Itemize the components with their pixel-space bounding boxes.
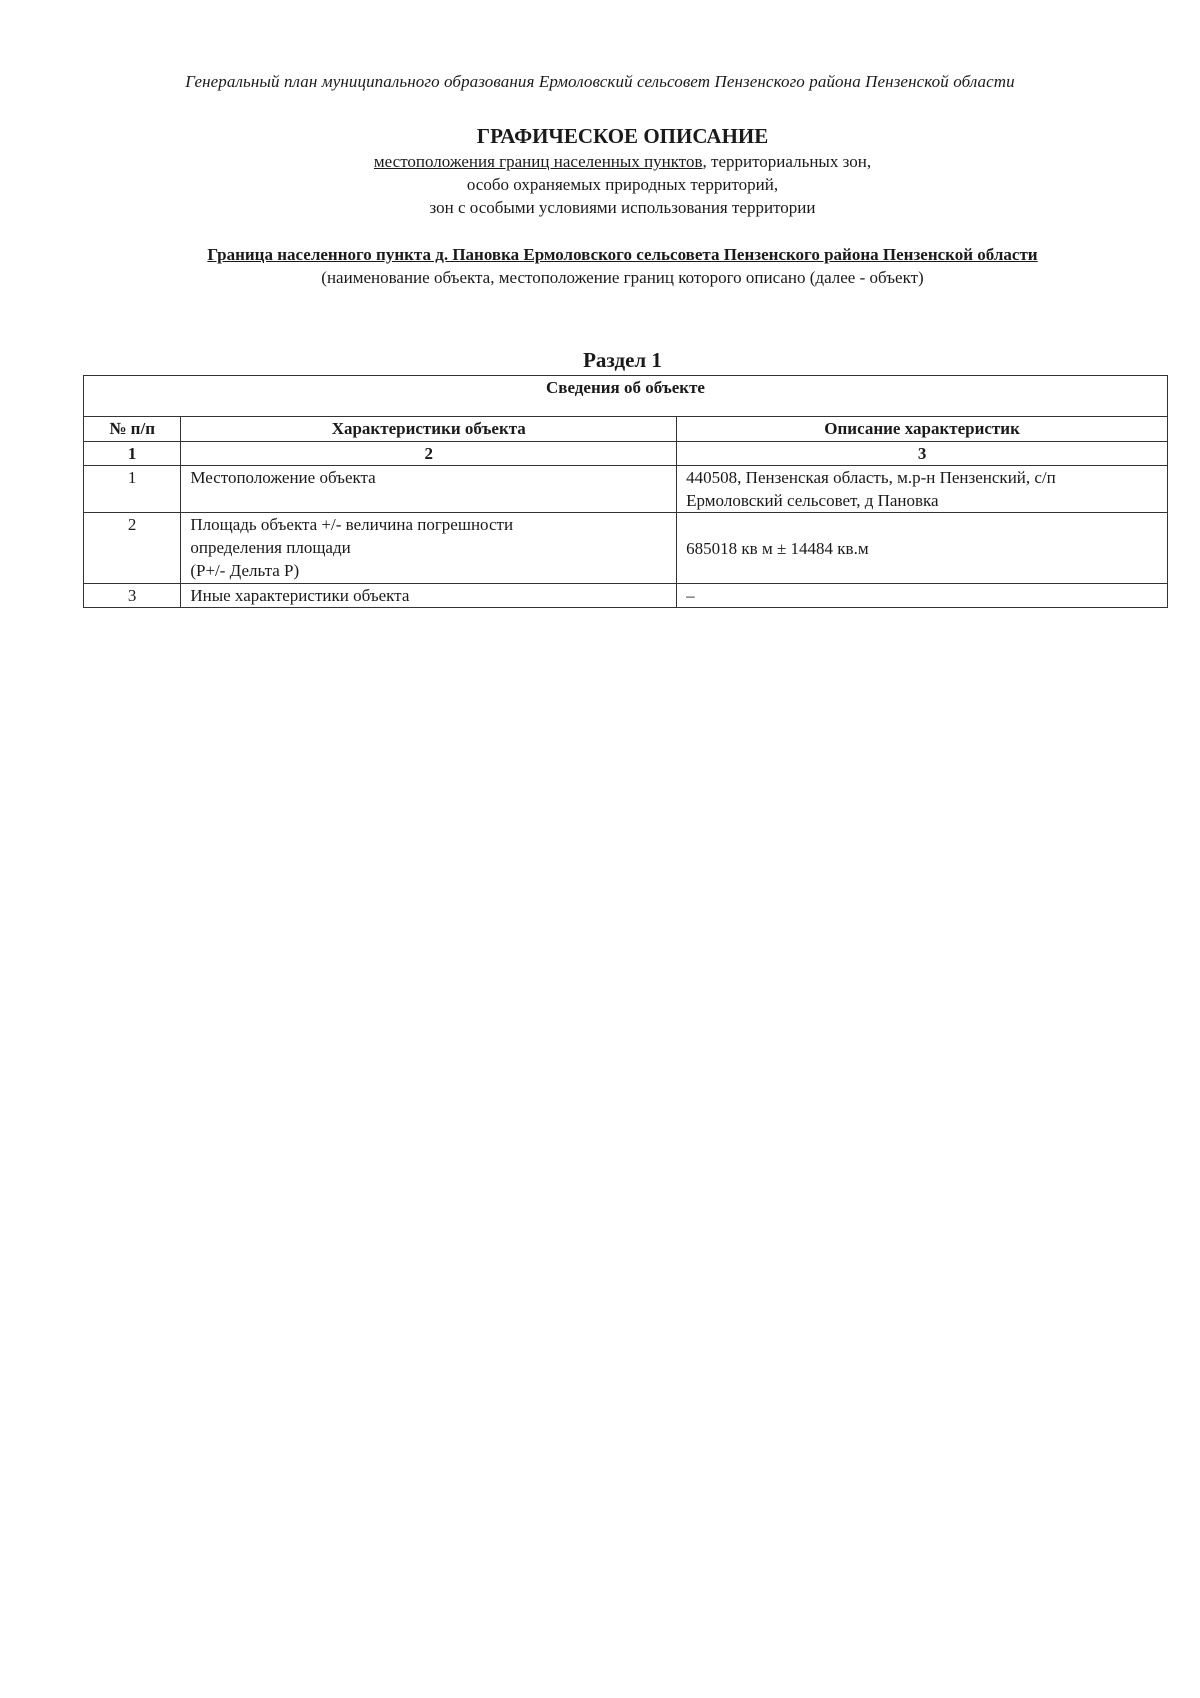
column-number-2: 2 xyxy=(181,442,677,466)
row-characteristic xyxy=(181,466,677,513)
header-cell-description: Описание характеристик xyxy=(677,417,1168,442)
row-number: 1 xyxy=(84,466,181,513)
subtitle-line-1 xyxy=(0,152,1200,172)
row-characteristic xyxy=(181,513,677,584)
characteristic-line: определения площади xyxy=(190,538,351,557)
subtitle-line-3: зон с особыми условиями использования территории xyxy=(429,198,816,217)
table-row xyxy=(84,513,1168,584)
table-caption: Сведения об объекте xyxy=(84,376,1168,417)
table-caption-row xyxy=(84,376,1168,417)
section-heading: Раздел 1 xyxy=(583,348,662,372)
characteristic-line: Площадь объекта +/- величина погрешности xyxy=(190,515,514,534)
document-title: ГРАФИЧЕСКОЕ ОПИСАНИЕ xyxy=(476,124,769,148)
row-characteristic xyxy=(181,584,677,608)
column-number-1: 1 xyxy=(84,442,181,466)
subtitle-underlined-part: местоположения границ населенных пунктов xyxy=(373,152,703,171)
header-cell-number: № п/п xyxy=(84,417,181,442)
column-number-row xyxy=(84,442,1168,466)
characteristic-line: Иные характеристики объекта xyxy=(190,586,410,605)
header-cell-characteristics: Характеристики объекта xyxy=(181,417,677,442)
table-row xyxy=(84,584,1168,608)
subtitle-line-2: особо охраняемых природных территорий, xyxy=(466,175,779,194)
row-description xyxy=(677,513,1168,584)
description-line: 685018 кв м ± 14484 кв.м xyxy=(686,538,869,558)
row-number: 2 xyxy=(84,513,181,584)
description-line: – xyxy=(686,586,695,605)
object-info-table xyxy=(83,375,1168,608)
table-row xyxy=(84,466,1168,513)
object-name: Граница населенного пункта д. Пановка Ермоловского сельсовета Пензенского района Пензенской области xyxy=(207,245,1038,264)
table-header-row xyxy=(84,417,1168,442)
subtitle-rest-part: , территориальных зон, xyxy=(702,152,872,171)
description-line: 440508, Пензенская область, м.р-н Пензенский, с/п xyxy=(686,468,1056,487)
characteristic-line: (Р+/- Дельта Р) xyxy=(190,561,300,580)
object-caption: (наименование объекта, местоположение границ которого описано (далее - объект) xyxy=(321,268,924,287)
running-header: Генеральный план муниципального образования Ермоловский сельсовет Пензенского района Пензенской области xyxy=(185,72,1015,91)
row-description xyxy=(677,466,1168,513)
characteristic-line: Местоположение объекта xyxy=(190,468,376,487)
description-line: Ермоловский сельсовет, д Пановка xyxy=(686,491,939,510)
column-number-3: 3 xyxy=(677,442,1168,466)
row-number: 3 xyxy=(84,584,181,608)
row-description xyxy=(677,584,1168,608)
